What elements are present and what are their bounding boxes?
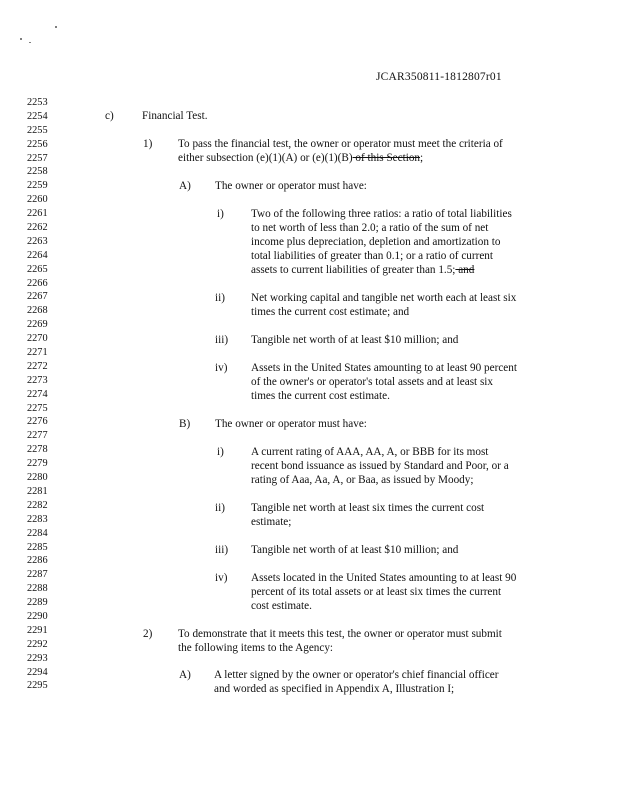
b-i-line: recent bond issuance as issued by Standard and Poor, or a: [251, 460, 509, 472]
line-number: 2274: [27, 388, 48, 400]
item-2a-line: and worded as specified in Appendix A, Illustration I;: [214, 683, 455, 695]
line-number: 2259: [27, 180, 48, 192]
a-i-last-text: assets to current liabilities of greater than 1.5;: [251, 264, 456, 276]
line-number: 2283: [27, 513, 48, 525]
line-number: 2255: [27, 124, 48, 136]
item-1-line2-text: either subsection (e)(1)(A) or (e)(1)(B): [178, 152, 353, 164]
b-iv-label: iv): [215, 572, 228, 584]
line-number: 2258: [27, 166, 48, 178]
line-number: 2270: [27, 333, 48, 345]
b-iii-line: Tangible net worth of at least $10 million; and: [251, 544, 459, 556]
sub-a-label: A): [179, 180, 191, 192]
line-number: 2282: [27, 499, 48, 511]
item-1-label: 1): [143, 138, 153, 150]
sub-a-text: The owner or operator must have:: [215, 180, 367, 192]
a-i-line: [251, 264, 474, 278]
line-number: 2265: [27, 263, 48, 275]
item-2-line: the following items to the Agency:: [178, 642, 334, 654]
a-i-line: to net worth of less than 2.0; a ratio of the sum of net: [251, 222, 489, 234]
line-number: 2262: [27, 222, 48, 234]
line-number: 2277: [27, 430, 48, 442]
a-iv-label: iv): [215, 362, 228, 374]
b-iii-label: iii): [215, 544, 229, 556]
item-2a-label: A): [179, 669, 191, 681]
b-ii-line: estimate;: [251, 516, 292, 528]
line-number: 2253: [27, 97, 48, 108]
line-number: 2286: [27, 555, 48, 567]
line-number: 2289: [27, 597, 48, 609]
item-1-line: [178, 152, 423, 166]
line-number: 2261: [27, 208, 48, 220]
b-iv-line: cost estimate.: [251, 600, 312, 612]
line-number: 2293: [27, 652, 48, 664]
a-iii-label: iii): [215, 334, 229, 346]
line-number: 2294: [27, 666, 48, 678]
b-i-label: i): [217, 446, 224, 458]
line-number: 2264: [27, 249, 48, 261]
b-i-line: A current rating of AAA, AA, A, or BBB for its most: [251, 446, 489, 458]
a-iv-line: times the current cost estimate.: [251, 390, 390, 402]
line-number: 2278: [27, 444, 48, 456]
line-number: 2263: [27, 235, 48, 247]
item-2-line: To demonstrate that it meets this test, the owner or operator must submit: [178, 628, 502, 640]
line-number: 2273: [27, 374, 48, 386]
section-c-title: Financial Test.: [142, 110, 208, 122]
a-i-line: Two of the following three ratios: a ratio of total liabilities: [251, 208, 512, 220]
line-number: 2285: [27, 541, 48, 553]
line-number: 2269: [27, 319, 48, 331]
line-number: 2266: [27, 277, 48, 289]
a-i-label: i): [217, 208, 224, 220]
item-1-line2-end: ;: [420, 152, 424, 164]
line-number: 2291: [27, 624, 48, 636]
b-ii-line: Tangible net worth at least six times the current cost: [251, 502, 485, 514]
line-number: 2295: [27, 680, 48, 692]
sub-b-label: B): [179, 418, 191, 430]
line-number: 2254: [27, 110, 48, 122]
scan-speck: [20, 38, 22, 40]
line-number: 2288: [27, 583, 48, 595]
section-c-label: c): [105, 110, 114, 122]
a-ii-line: Net working capital and tangible net worth each at least six: [251, 292, 517, 304]
line-number: 2275: [27, 402, 48, 414]
scan-speck: [29, 42, 31, 43]
line-number: 2284: [27, 527, 48, 539]
line-number: 2260: [27, 194, 48, 206]
line-number: 2267: [27, 291, 48, 303]
line-number: 2290: [27, 610, 48, 622]
item-1-line: To pass the financial test, the owner or operator must meet the criteria of: [178, 138, 503, 150]
line-number: 2279: [27, 458, 48, 470]
line-number: 2257: [27, 152, 48, 164]
line-number: 2271: [27, 347, 48, 359]
a-i-line: total liabilities of greater than 0.1; or a ratio of current: [251, 250, 493, 262]
a-i-line: income plus depreciation, depletion and amortization to: [251, 236, 501, 248]
sub-b-text: The owner or operator must have:: [215, 418, 367, 430]
struck-text: of this Section: [352, 152, 421, 164]
a-ii-line: times the current cost estimate; and: [251, 306, 410, 318]
a-ii-label: ii): [215, 292, 225, 304]
b-iv-line: percent of its total assets or at least six times the current: [251, 586, 502, 598]
line-number: 2256: [27, 138, 48, 150]
b-ii-label: ii): [215, 502, 225, 514]
struck-text: and: [455, 264, 475, 276]
line-number-column: [27, 96, 48, 693]
line-number: 2280: [27, 472, 48, 484]
a-iii-line: Tangible net worth of at least $10 million; and: [251, 334, 459, 346]
line-number: 2272: [27, 360, 48, 372]
item-2a-line: A letter signed by the owner or operator's chief financial officer: [214, 669, 499, 681]
a-iv-line: of the owner's or operator's total assets and at least six: [251, 376, 494, 388]
line-number: 2281: [27, 485, 48, 497]
line-number: 2292: [27, 638, 48, 650]
a-iv-line: Assets in the United States amounting to at least 90 percent: [251, 362, 517, 374]
b-iv-line: Assets located in the United States amounting to at least 90: [251, 572, 517, 584]
document-id: JCAR350811-1812807r01: [376, 71, 502, 83]
line-number: 2276: [27, 416, 48, 428]
line-number: 2268: [27, 305, 48, 317]
item-2-label: 2): [143, 628, 153, 640]
scan-speck: [55, 26, 57, 28]
line-number: 2287: [27, 569, 48, 581]
b-i-line: rating of Aaa, Aa, A, or Baa, as issued by Moody;: [251, 474, 474, 486]
